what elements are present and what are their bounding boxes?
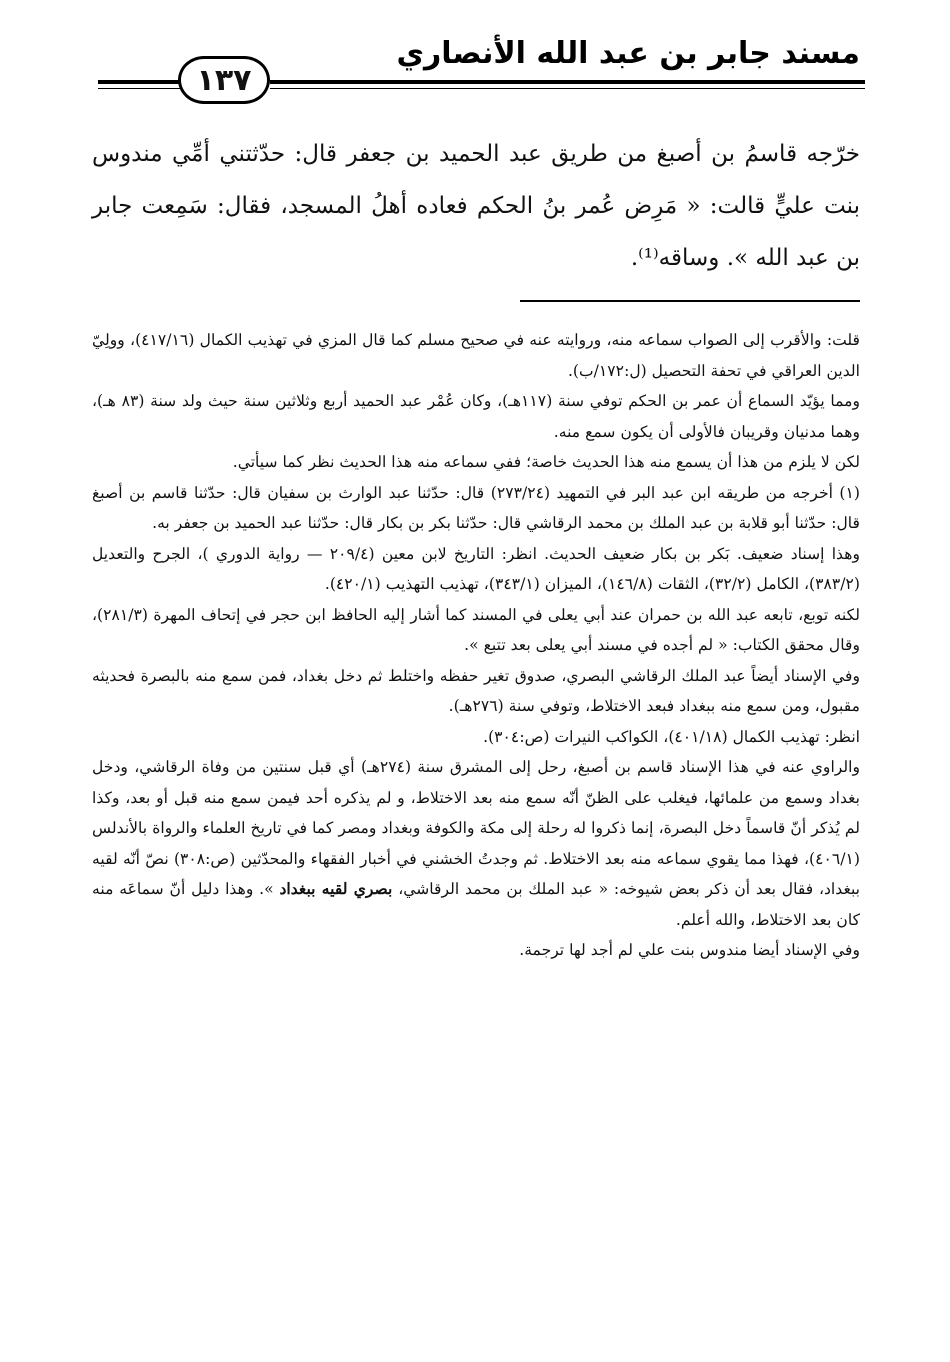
footnote-paragraph: لكن لا يلزم من هذا أن يسمع منه هذا الحديث خاصة؛ ففي سماعه منه هذا الحديث نظر كما سيأتي. (232, 453, 860, 471)
footnote-bold-text: بصري لقيه ببغداد (279, 879, 393, 898)
footnote-text: والراوي عنه في هذا الإسناد قاسم بن أصبغ، رحل إلى المشرق سنة (٢٧٤هـ) أي قبل سنتين من وفاة الرقاشي، ودخل بغداد وسمع من علمائها، فيغلب على الظنّ أنّه سمع منه بعد الاختلاط، و لم يذكره أحد فيمن سمع منه قبل أو بعد، وكذا لم يُذكر أنّ قاسماً دخل البصرة، إنما ذكروا له رحلة إلى مكة والكوفة وبغداد ومصر كما في تاريخ العلماء والرواة بالأندلس (٤٠٦/١)، فهذا مما يقوي سماعه منه بعد الاختلاط. ثم وجدتُ الخشني في أخبار الفقهاء والمحدّثين (ص:٣٠٨) نصّ أنّه لقيه ببغداد، فقال بعد أن ذكر بعض شيوخه: « عبد الملك بن محمد الرقاشي، (92, 758, 861, 898)
main-text (92, 128, 860, 284)
header-rule-left-thick (98, 80, 180, 84)
header-rule-left-thin (98, 88, 180, 89)
main-paragraph: خرّجه قاسمُ بن أصبغ من طريق عبد الحميد بن جعفر قال: حدّثتني أمِّي مندوس بنت عليٍّ قالت: « مَرِض عُمر بنُ الحكم فعاده أهلُ المسجد، فقال: سَمِعت جابر بن عبد الله ». وساقه⁽¹⁾. (92, 141, 860, 271)
header-rule-thin (270, 88, 865, 89)
footnote-paragraph (92, 752, 860, 935)
footnotes (92, 325, 860, 966)
footnote-paragraph: قلت: والأقرب إلى الصواب سماعه منه، وروايته عنه في صحيح مسلم كما قال المزي في تهذيب الكمال (٤١٧/١٦)، وولِيّ الدين العراقي في تحفة التحصيل (ل:١٧٢/ب). (92, 331, 860, 380)
footnote-separator (520, 300, 860, 302)
footnote-paragraph: وهذا إسناد ضعيف. بَكر بن بكار ضعيف الحديث. انظر: التاريخ لابن معين (٢٠٩/٤ — رواية الدوري )، الجرح والتعديل (٣٨٣/٢)، الكامل (٣٢/٢)، الثقات (١٤٦/٨)، الميزان (٣٤٣/١)، تهذيب التهذيب (٤٢٠/١). (92, 544, 860, 593)
footnote-paragraph: ومما يؤيّد السماع أن عمر بن الحكم توفي سنة (١١٧هـ)، وكان عُمْر عبد الحميد أربع وثلاثين سنة حيث ولد سنة (٨٣ هـ)، وهما مدنيان وقريبان فالأولى أن يكون سمع منه. (92, 392, 860, 441)
footnote-1-paragraph: (١) أخرجه من طريقه ابن عبد البر في التمهيد (٢٧٣/٢٤) قال: حدّثنا عبد الوارث بن سفيان قال: حدّثنا قاسم بن أصبغ قال: حدّثنا أبو قلابة بن عبد الملك بن محمد الرقاشي قال: حدّثنا بكر بن بكار قال: حدّثنا عبد الحميد بن جعفر به. (92, 483, 860, 532)
page-number: ١٣٧ (178, 56, 270, 104)
running-title: مسند جابر بن عبد الله الأنصاري (396, 36, 860, 71)
footnote-text: ». وهذا دليل أنّ سماعَه منه كان بعد الاختلاط، والله أعلم. (92, 880, 860, 929)
footnote-paragraph: انظر: تهذيب الكمال (٤٠١/١٨)، الكواكب النيرات (ص:٣٠٤). (483, 727, 860, 746)
header-rule-thick (270, 80, 865, 84)
footnote-paragraph: وفي الإسناد أيضاً عبد الملك الرقاشي البصري، صدوق تغير حفظه واختلط ثم دخل بغداد، فمن سمع منه بالبصرة فحديثه مقبول، ومن سمع منه ببغداد فبعد الاختلاط، وتوفي سنة (٢٧٦هـ). (92, 666, 860, 715)
footnote-paragraph: وفي الإسناد أيضا مندوس بنت علي لم أجد لها ترجمة. (519, 941, 860, 959)
footnote-paragraph: لكنه توبع، تابعه عبد الله بن حمران عند أبي يعلى في المسند كما أشار إليه الحافظ ابن حجر في إتحاف المهرة (٢٨١/٣)، وقال محقق الكتاب: « لم أجده في مسند أبي يعلى بعد تتبع ». (92, 605, 860, 654)
